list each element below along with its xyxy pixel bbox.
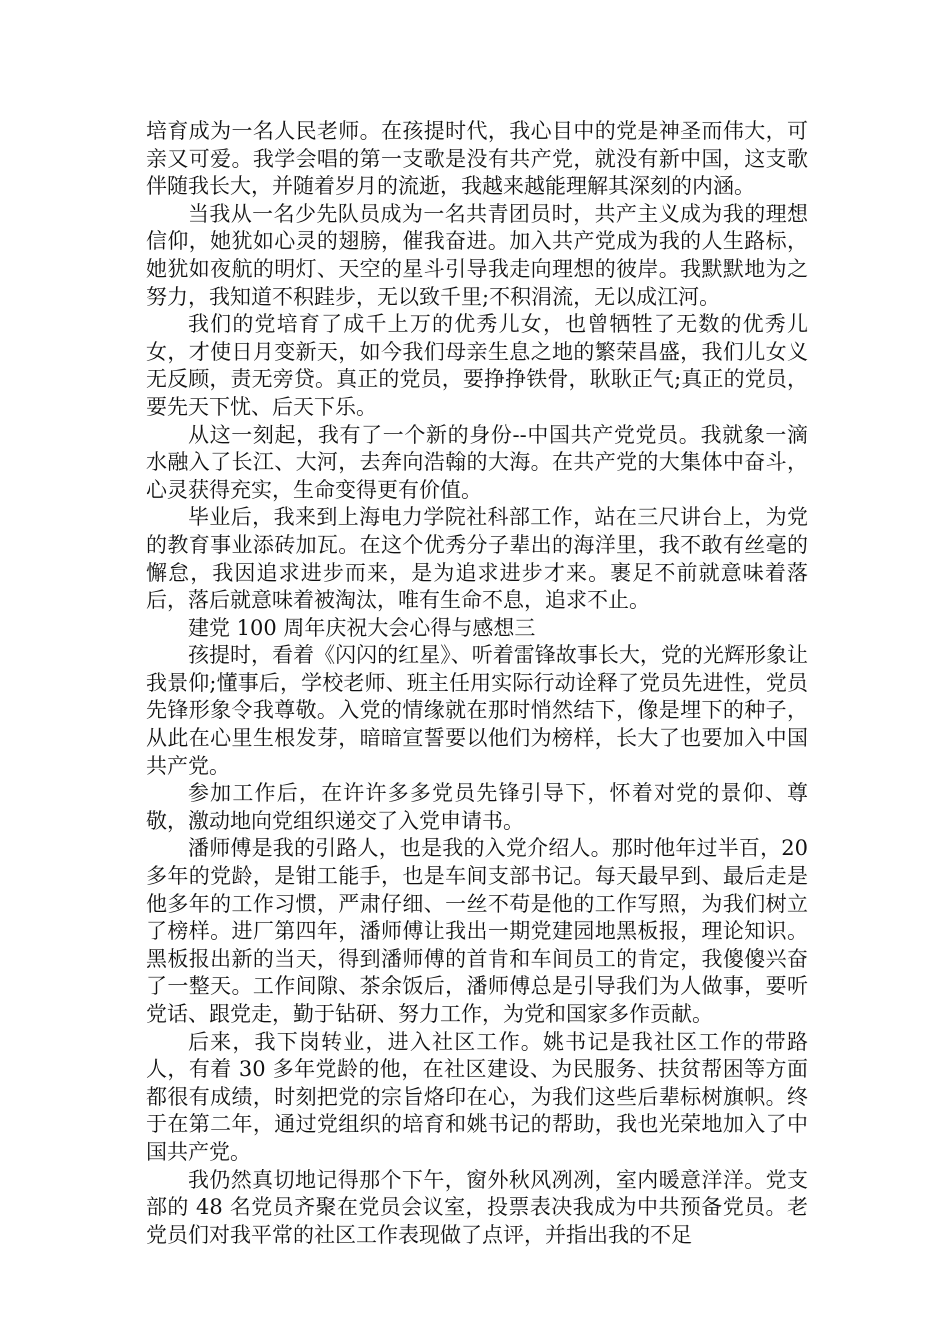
paragraph: 潘师傅是我的引路人，也是我的入党介绍人。那时他年过半百，20 多年的党龄，是钳工能手，也是车间支部书记。每天最早到、最后走是他多年的工作习惯，严肃仔细、一丝不苟是他的工作写照，为我们树立了榜样。进厂第四年，潘师傅让我出一期党建园地黑板报，理论知识。黑板报出新的当天，得到潘师傅的首肯和车间员工的肯定，我傻傻兴奋了一整天。工作间隙、茶余饭后，潘师傅总是引导我们为人做事，要听党话、跟党走，勤于钻研、努力工作，为党和国家多作贡献。 xyxy=(146,836,808,1026)
paragraph: 培育成为一名人民老师。在孩提时代，我心目中的党是神圣而伟大，可亲又可爱。我学会唱的第一支歌是没有共产党，就没有新中国，这支歌伴随我长大，并随着岁月的流逝，我越来越能理解其深刻的内涵。 xyxy=(146,119,808,199)
paragraph: 孩提时，看着《闪闪的红星》、听着雷锋故事长大，党的光辉形象让我景仰;懂事后，学校老师、班主任用实际行动诠释了党员先进性，党员先锋形象令我尊敬。入党的情缘就在那时悄然结下，像是埋下的种子，从此在心里生根发芽，暗暗宣誓要以他们为榜样，长大了也要加入中国共产党。 xyxy=(146,643,808,778)
paragraph: 毕业后，我来到上海电力学院社科部工作，站在三尺讲台上，为党的教育事业添砖加瓦。在这个优秀分子辈出的海洋里，我不敢有丝毫的懈怠，我因追求进步而来，是为追求进步才来。裹足不前就意味着落后，落后就意味着被淘汰，唯有生命不息，追求不止。 xyxy=(146,505,808,613)
paragraph: 当我从一名少先队员成为一名共青团员时，共产主义成为我的理想信仰，她犹如心灵的翅膀，催我奋进。加入共产党成为我的人生路标，她犹如夜航的明灯、天空的星斗引导我走向理想的彼岸。我默默地为之努力，我知道不积跬步，无以致千里;不积涓流，无以成江河。 xyxy=(146,201,808,309)
section-heading: 建党 100 周年庆祝大会心得与感想三 xyxy=(188,615,536,640)
paragraph: 我仍然真切地记得那个下午，窗外秋风冽冽，室内暖意洋洋。党支部的 48 名党员齐聚在党员会议室，投票表决我成为中共预备党员。老党员们对我平常的社区工作表现做了点评，并指出我的不足 xyxy=(146,1167,808,1247)
document-body xyxy=(146,118,808,1249)
paragraph: 参加工作后，在许许多多党员先锋引导下，怀着对党的景仰、尊敬，激动地向党组织递交了入党申请书。 xyxy=(146,781,808,833)
paragraph: 从这一刻起，我有了一个新的身份--中国共产党党员。我就象一滴水融入了长江、大河，去奔向浩翰的大海。在共产党的大集体中奋斗，心灵获得充实，生命变得更有价值。 xyxy=(146,422,808,502)
paragraph: 后来，我下岗转业，进入社区工作。姚书记是我社区工作的带路人，有着 30 多年党龄的他，在社区建设、为民服务、扶贫帮困等方面都很有成绩，时刻把党的宗旨烙印在心，为我们这些后辈标树旗帜。终于在第二年，通过党组织的培育和姚书记的帮助，我也光荣地加入了中国共产党。 xyxy=(146,1029,808,1164)
paragraph: 我们的党培育了成千上万的优秀儿女，也曾牺牲了无数的优秀儿女，才使日月变新天，如今我们母亲生息之地的繁荣昌盛，我们儿女义无反顾，责无旁贷。真正的党员，要挣挣铁骨，耿耿正气;真正的党员，要先天下忧、后天下乐。 xyxy=(146,312,808,419)
